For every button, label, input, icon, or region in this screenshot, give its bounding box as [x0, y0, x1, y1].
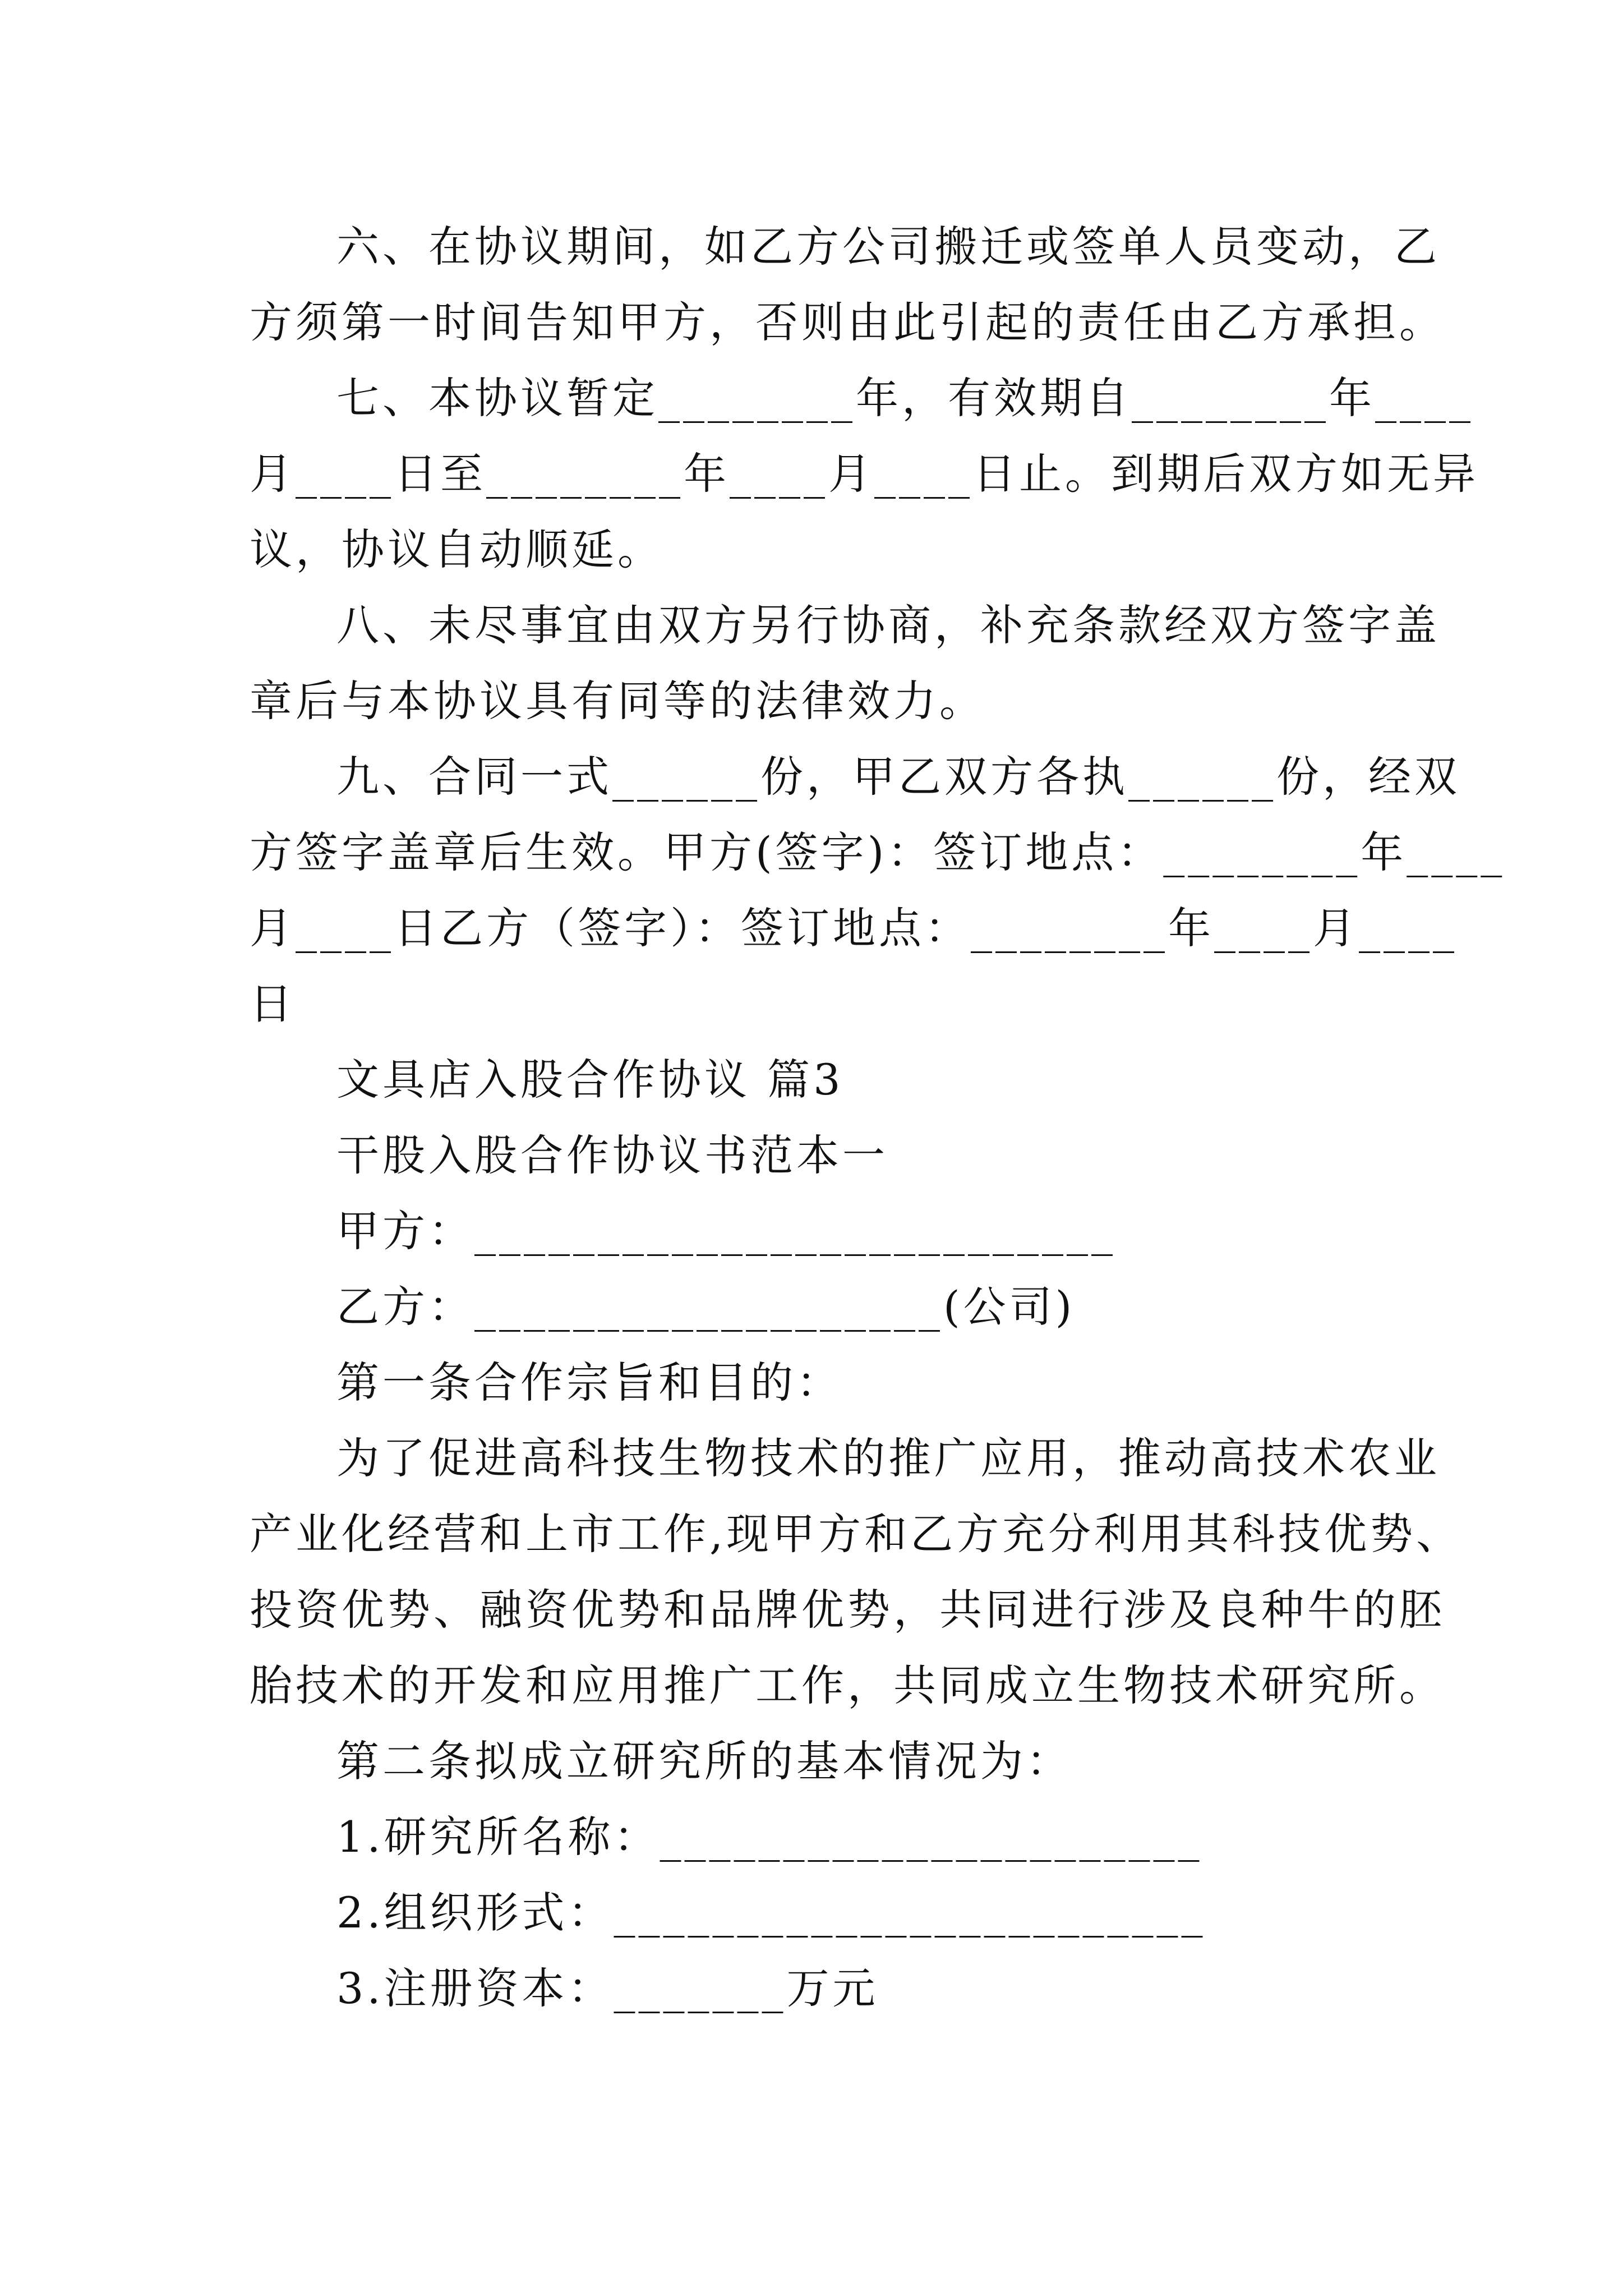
clause-seven-line-2: 月____日至________年____月____日止。到期后双方如无异	[250, 449, 1479, 499]
clause-nine-line-1: 九、合同一式______份，甲乙双方各执______份，经双	[336, 752, 1460, 802]
clause-seven-line-1: 七、本协议暂定________年，有效期自________年____	[336, 373, 1474, 423]
article-one-line-3: 投资优势、融资优势和品牌优势，共同进行涉及良种牛的胚	[250, 1585, 1445, 1635]
article-two-heading: 第二条拟成立研究所的基本情况为：	[336, 1736, 1072, 1786]
clause-eight-line-2: 章后与本协议具有同等的法律效力。	[250, 676, 985, 726]
clause-eight-line-1: 八、未尽事宜由双方另行协商，补充条款经双方签字盖	[336, 600, 1440, 650]
organization-form-field: 2.组织形式：________________________	[336, 1888, 1206, 1938]
clause-seven-line-3: 议，协议自动顺延。	[250, 524, 663, 574]
clause-six-line-1: 六、在协议期间，如乙方公司搬迁或签单人员变动，乙	[336, 222, 1440, 272]
party-a-field: 甲方：__________________________	[336, 1206, 1116, 1256]
institute-name-field: 1.研究所名称：______________________	[336, 1812, 1203, 1862]
clause-nine-line-4: 日	[250, 979, 296, 1029]
template-title: 干股入股合作协议书范本一	[336, 1130, 888, 1180]
party-b-field: 乙方：___________________(公司)	[336, 1282, 1076, 1332]
article-one-line-4: 胎技术的开发和应用推广工作，共同成立生物技术研究所。	[250, 1660, 1445, 1710]
registered-capital-field: 3.注册资本：_______万元	[336, 1963, 879, 2013]
clause-nine-line-3: 月____日乙方（签字）：签订地点：________年____月____	[250, 903, 1458, 953]
article-one-line-1: 为了促进高科技生物技术的推广应用，推动高技术农业	[336, 1433, 1440, 1483]
clause-nine-line-2: 方签字盖章后生效。甲方(签字)：签订地点：________年____	[250, 827, 1506, 877]
article-one-heading: 第一条合作宗旨和目的：	[336, 1358, 842, 1407]
clause-six-line-2: 方须第一时间告知甲方，否则由此引起的责任由乙方承担。	[250, 297, 1445, 347]
section-title: 文具店入股合作协议 篇3	[336, 1055, 844, 1105]
article-one-line-2: 产业化经营和上市工作,现甲方和乙方充分利用其科技优势、	[250, 1509, 1463, 1559]
